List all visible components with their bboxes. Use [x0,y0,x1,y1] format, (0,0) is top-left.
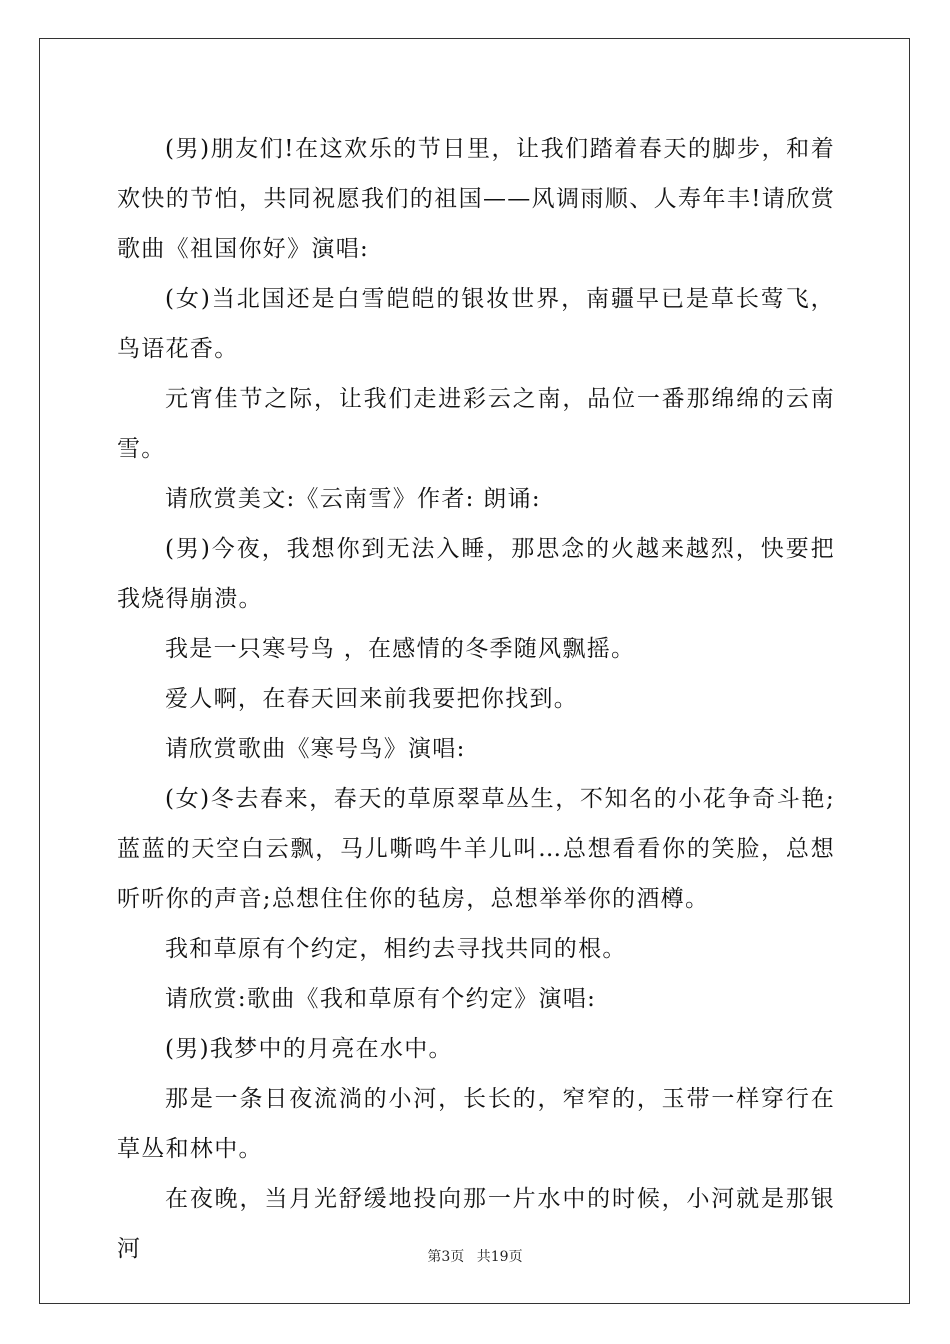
paragraph: 我和草原有个约定，相约去寻找共同的根。 [165,936,627,962]
paragraph: 请欣赏美文:《云南雪》作者: 朗诵: [165,486,541,512]
paragraph: (女)冬去春来，春天的草原翠草丛生，不知名的小花争奇斗艳;蓝蓝的天空白云飘，马儿嘶鸣牛羊儿叫…总想看看你的笑脸，总想听听你的声音;总想住住你的毡房，总想举举你的酒樽。 [117,786,835,912]
page-footer [0,1246,950,1266]
paragraph: (男)我梦中的月亮在水中。 [165,1036,453,1062]
paragraph: (女)当北国还是白雪皑皑的银妆世界，南疆早已是草长莺飞，鸟语花香。 [117,286,835,362]
paragraph: 请欣赏:歌曲《我和草原有个约定》演唱: [165,986,597,1012]
page-number: 第3页 [427,1249,465,1265]
paragraph: (男)朋友们!在这欢乐的节日里，让我们踏着春天的脚步，和着欢快的节怕，共同祝愿我们的祖国——风调雨顺、人寿年丰!请欣赏歌曲《祖国你好》演唱: [117,136,835,262]
paragraph: (男)今夜，我想你到无法入睡，那思念的火越来越烈，快要把我烧得崩溃。 [117,536,835,612]
page-total: 共19页 [476,1249,523,1265]
paragraph: 元宵佳节之际，让我们走进彩云之南，品位一番那绵绵的云南雪。 [117,386,835,462]
paragraph: 请欣赏歌曲《寒号鸟》演唱: [165,736,466,762]
paragraph: 在夜晚，当月光舒缓地投向那一片水中的时候，小河就是那银河 [117,1186,835,1262]
document-body [117,124,835,1274]
paragraph: 那是一条日夜流淌的小河，长长的，窄窄的，玉带一样穿行在草丛和林中。 [117,1086,835,1162]
paragraph: 爱人啊，在春天回来前我要把你找到。 [165,686,579,712]
paragraph: 我是一只寒号鸟 ，在感情的冬季随风飘摇。 [165,636,636,662]
